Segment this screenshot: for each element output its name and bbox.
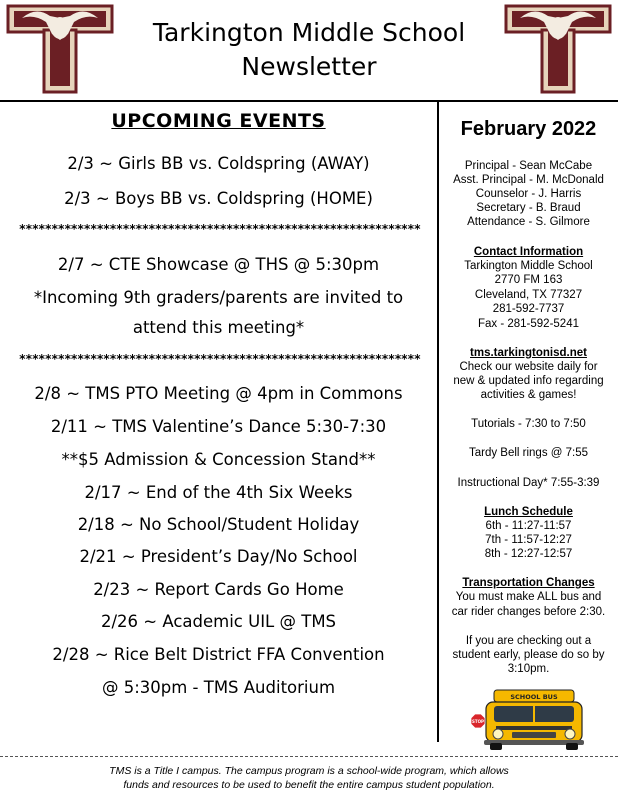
website-note: new & updated info regarding (453, 375, 604, 387)
contact-line: Cleveland, TX 77327 (474, 289, 583, 301)
event-item: 2/3 ~ Boys BB vs. Coldspring (HOME) (64, 189, 373, 208)
event-item: attend this meeting* (132, 318, 305, 337)
checkout-line: If you are checking out a (465, 635, 592, 647)
staff-line: Attendance - S. Gilmore (467, 216, 590, 228)
contact-line: 281-592-7737 (492, 303, 565, 315)
tardy-bell-time: Tardy Bell rings @ 7:55 (468, 447, 589, 459)
staff-line: Principal - Sean McCabe (464, 160, 593, 172)
staff-line: Asst. Principal - M. McDonald (453, 174, 604, 186)
instructional-day-time: Instructional Day* 7:55-3:39 (457, 477, 600, 489)
event-item: 2/21 ~ President’s Day/No School (79, 547, 358, 566)
events-heading: UPCOMING EVENTS (111, 110, 326, 132)
event-item: **$5 Admission & Concession Stand** (61, 450, 376, 469)
event-item: 2/23 ~ Report Cards Go Home (93, 580, 344, 599)
transport-heading: Transportation Changes (462, 577, 595, 589)
staff-line: Counselor - J. Harris (475, 188, 582, 200)
event-item: @ 5:30pm - TMS Auditorium (101, 678, 336, 697)
stop-sign-text: STOP (472, 719, 484, 724)
contact-line: 2770 FM 163 (494, 274, 563, 286)
website-link[interactable]: tms.tarkingtonisd.net (470, 347, 587, 359)
separator: ************************************************************** (19, 222, 421, 236)
contact-line: Fax - 281-592-5241 (477, 318, 579, 330)
event-item: 2/11 ~ TMS Valentine’s Dance 5:30-7:30 (50, 417, 387, 436)
event-item: 2/28 ~ Rice Belt District FFA Convention (52, 645, 385, 664)
title-line: Newsletter (241, 52, 377, 81)
footer-divider (0, 756, 618, 757)
transport-line: You must make ALL bus and (455, 591, 602, 603)
event-item: 2/17 ~ End of the 4th Six Weeks (84, 483, 353, 502)
lunch-line: 6th - 11:27-11:57 (485, 520, 572, 532)
tutorials-time: Tutorials - 7:30 to 7:50 (471, 418, 586, 430)
event-item: 2/3 ~ Girls BB vs. Coldspring (AWAY) (67, 154, 370, 173)
website-note: activities & games! (480, 389, 577, 401)
transport-line: car rider changes before 2:30. (451, 606, 606, 618)
checkout-line: 3:10pm. (507, 663, 550, 675)
lunch-line: 7th - 11:57-12:27 (485, 534, 572, 546)
staff-line: Secretary - B. Braud (476, 202, 581, 214)
newsletter-header (0, 0, 618, 100)
event-item: 2/26 ~ Academic UIL @ TMS (100, 612, 337, 631)
bus-sign-text: SCHOOL BUS (510, 693, 558, 701)
longhorn-t-logo-icon (6, 4, 114, 96)
longhorn-t-logo-icon (504, 4, 612, 96)
title-line: Tarkington Middle School (152, 18, 466, 47)
checkout-line: student early, please do so by (452, 649, 605, 661)
lunch-heading: Lunch Schedule (484, 506, 573, 518)
school-bus-icon (468, 688, 598, 750)
website-note: Check our website daily for (459, 361, 598, 373)
month-heading: February 2022 (460, 118, 597, 140)
contact-heading: Contact Information (473, 246, 584, 258)
footer-line: funds and resources to be used to benefit the entire campus student population. (123, 779, 495, 791)
separator: ************************************************************** (19, 352, 421, 366)
lunch-line: 8th - 12:27-12:57 (484, 548, 573, 560)
event-item: *Incoming 9th graders/parents are invited to (33, 288, 404, 307)
event-item: 2/8 ~ TMS PTO Meeting @ 4pm in Commons (34, 384, 403, 403)
footer-line: TMS is a Title I campus. The campus program is a school-wide program, which allows (109, 765, 509, 777)
title-i-notice (0, 764, 618, 792)
info-sidebar (439, 102, 618, 752)
event-item: 2/18 ~ No School/Student Holiday (77, 515, 360, 534)
contact-line: Tarkington Middle School (464, 260, 593, 272)
event-item: 2/7 ~ CTE Showcase @ THS @ 5:30pm (57, 255, 380, 274)
newsletter-title (118, 16, 500, 84)
upcoming-events-section (0, 102, 437, 752)
